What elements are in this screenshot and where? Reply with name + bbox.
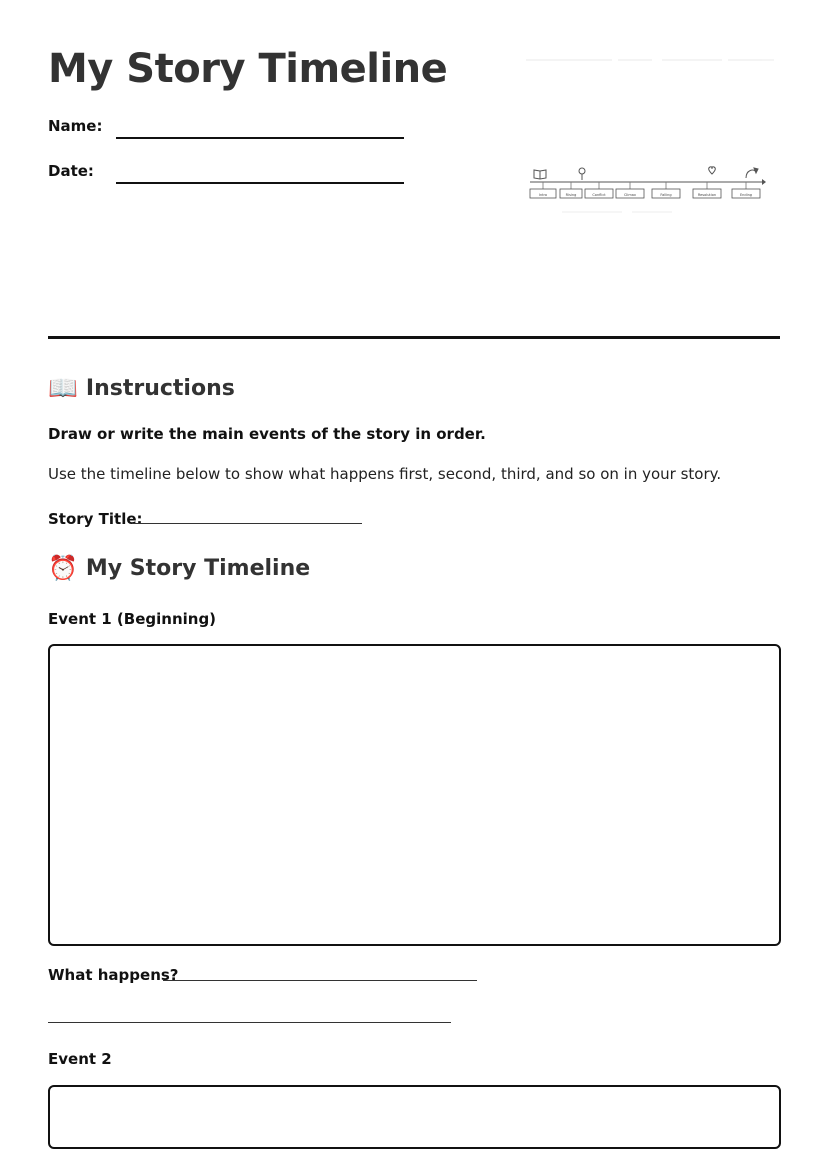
event-1-drawing-box[interactable] — [48, 644, 781, 946]
tree-icon — [579, 168, 585, 180]
timeline-box-label: Conflict — [592, 193, 606, 197]
story-title-label: Story Title: — [48, 510, 143, 528]
story-title-field[interactable] — [132, 523, 362, 524]
date-field[interactable] — [116, 182, 404, 184]
timeline-box-label: Resolution — [697, 193, 717, 197]
instructions-bold-text: Draw or write the main events of the story in order. — [48, 425, 486, 443]
book-emoji-icon: 📖 — [48, 374, 78, 402]
event-2-label: Event 2 — [48, 1050, 112, 1068]
timeline-box-label: Intro — [538, 193, 548, 197]
timeline-heading — [48, 554, 310, 582]
name-field[interactable] — [116, 137, 404, 139]
timeline-illustration — [522, 54, 778, 224]
date-label: Date: — [48, 162, 94, 180]
instructions-heading-text: Instructions — [85, 375, 235, 401]
timeline-box-label: Ending — [739, 193, 753, 197]
alarm-clock-icon: ⏰ — [48, 554, 78, 582]
timeline-box-label: Falling — [660, 193, 672, 197]
event-1-answer-line-2[interactable] — [48, 1022, 451, 1023]
event-2-drawing-box[interactable] — [48, 1085, 781, 1149]
book-icon — [534, 170, 546, 179]
timeline-heading-text: My Story Timeline — [85, 555, 311, 581]
heart-icon — [709, 167, 716, 174]
instructions-heading — [48, 374, 235, 402]
name-label: Name: — [48, 117, 103, 135]
event-1-prompt-label: What happens? — [48, 966, 179, 984]
page-title: My Story Timeline — [48, 46, 448, 92]
event-1-label: Event 1 (Beginning) — [48, 610, 217, 628]
section-divider — [48, 336, 780, 339]
instructions-body-text: Use the timeline below to show what happens first, second, third, and so on in your story. — [48, 465, 722, 483]
timeline-box-label: Climax — [623, 193, 637, 197]
timeline-box-label: Rising — [565, 193, 577, 197]
arrow-icon — [746, 168, 758, 178]
event-1-answer-line-1[interactable] — [163, 980, 477, 981]
